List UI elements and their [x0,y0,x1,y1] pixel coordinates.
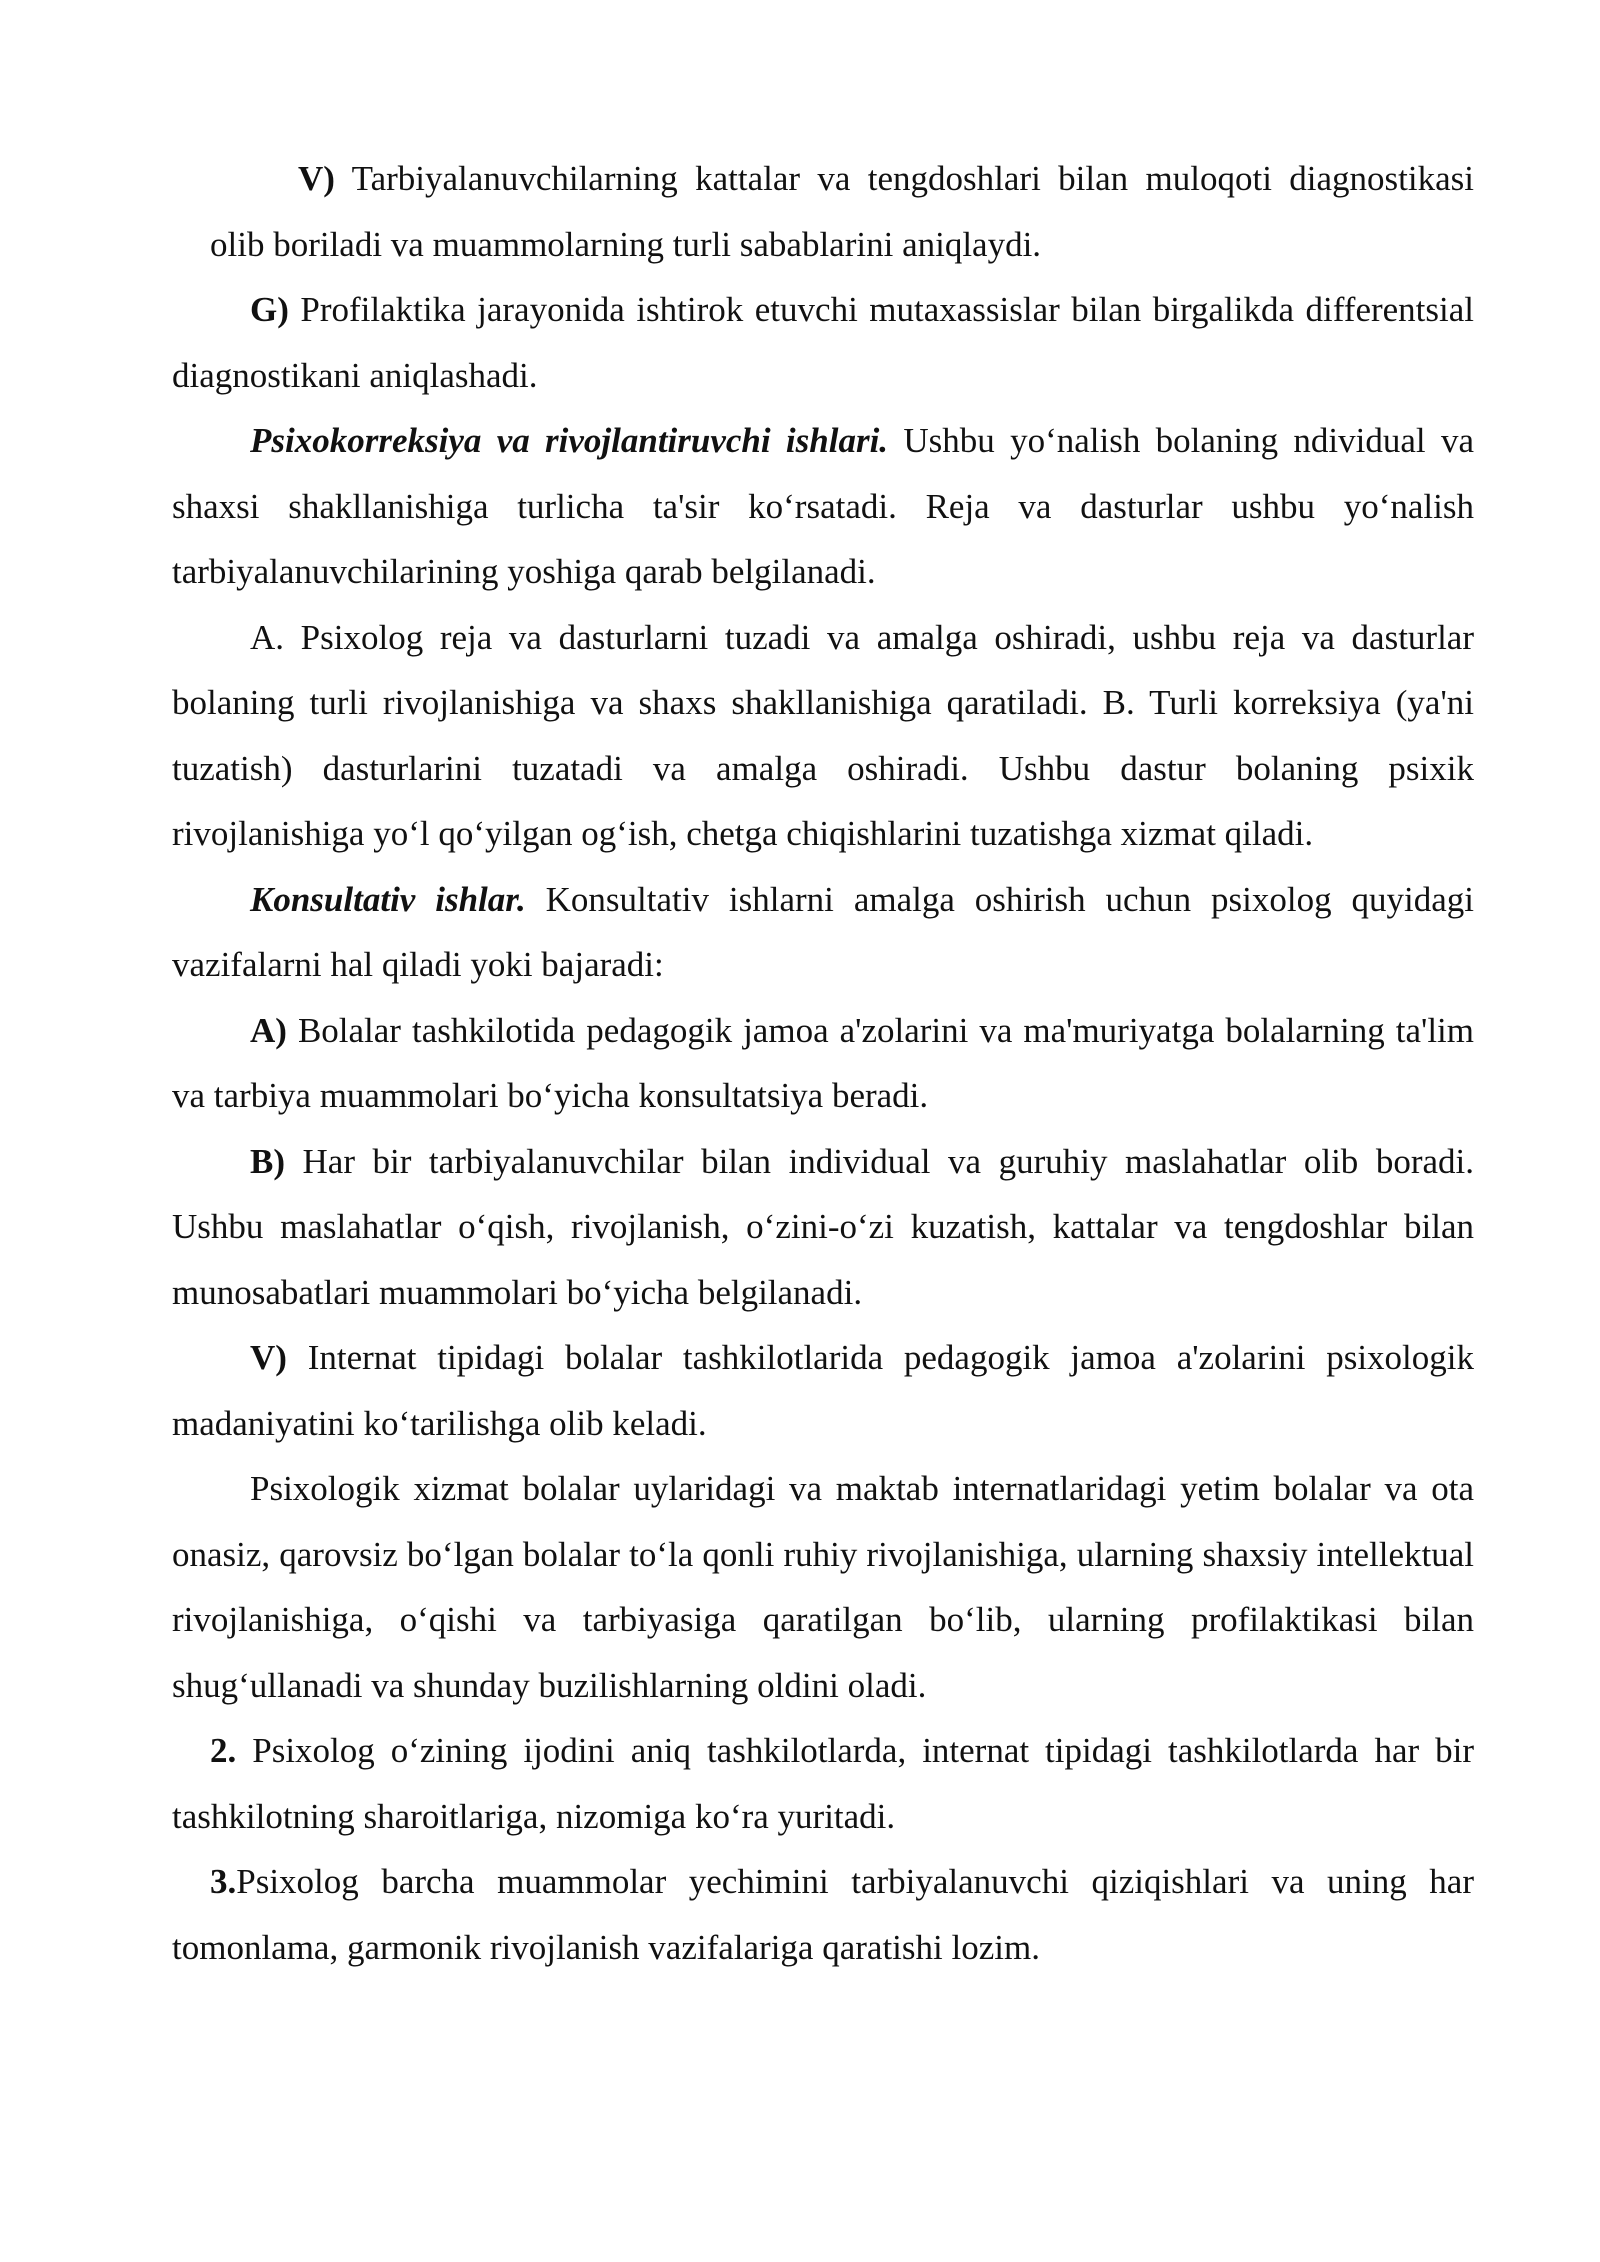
paragraph-differential-diagnostics [172,277,1474,408]
list-marker-b: B) [250,1141,285,1181]
paragraph-psychological-culture [172,1325,1474,1456]
paragraph-consult-staff [172,998,1474,1129]
paragraph-diagnostics-communication [172,146,1474,277]
paragraph-text: Psixologik xizmat bolalar uylaridagi va maktab internatlaridagi yetim bolalar va ota onasiz, qarovsiz bo‘lgan bolalar to‘la qonli ruhiy rivojlanishiga, ularning shaxsiy intellektual rivojlanishiga, o‘qishi va tarbiyasiga qaratilgan bo‘lib, ularning profilaktikasi bilan shug‘ullanadi va shunday buzilishlarning oldini oladi. [172,1469,1474,1705]
list-marker-a: A) [250,1010,287,1050]
paragraph-text: Har bir tarbiyalanuvchilar bilan individual va guruhiy maslahatlar olib boradi. Ushbu maslahatlar o‘qish, rivojlanish, o‘zini-o‘zi kuzatish, kattalar va tengdoshlar bilan munosabatlari muammolari bo‘yicha belgilanadi. [172,1141,1474,1312]
list-marker-g: G) [250,290,289,329]
list-number-3: 3. [210,1862,237,1901]
section-heading-psychocorrection: Psixokorreksiya va rivojlantiruvchi ishlari. [250,421,889,460]
paragraph-psychocorrection [172,408,1474,605]
paragraph-point-2 [172,1718,1474,1849]
paragraph-text: Psixolog o‘zining ijodini aniq tashkilotlarda, internat tipidagi tashkilotlarda har bir tashkilotning sharoitlariga, nizomiga ko‘ra yuritadi. [172,1731,1474,1836]
page-body [172,146,1474,1980]
paragraph-text: Psixolog barcha muammolar yechimini tarbiyalanuvchi qiziqishlari va uning har tomonlama, garmonik rivojlanish vazifalariga qaratishi lozim. [172,1862,1474,1967]
paragraph-text: Bolalar tashkilotida pedagogik jamoa a'zolarini va ma'muriyatga bolalarning ta'lim va tarbiya muammolari bo‘yicha konsultatsiya beradi. [172,1010,1474,1115]
paragraph-consult-pupils [172,1129,1474,1326]
paragraph-text: Ushbu yo‘nalish bolaning ndividual va shaxsi shakllanishiga turlicha ta'sir ko‘rsatadi. Reja va dasturlar ushbu yo‘nalish tarbiyalanuvchilarining yoshiga qarab belgilanadi. [172,421,1474,591]
paragraph-point-3 [172,1849,1474,1980]
paragraph-text: Tarbiyalanuvchilarning kattalar va tengdoshlari bilan muloqoti diagnostikasi olib boriladi va muammolarning turli sabablarini aniqlaydi. [210,159,1474,264]
paragraph-text: Internat tipidagi bolalar tashkilotlarida pedagogik jamoa a'zolarini psixologik madaniyatini ko‘tarilishga olib keladi. [172,1338,1474,1443]
section-heading-consultative: Konsultativ ishlar. [250,879,526,919]
paragraph-consultative [172,867,1474,998]
list-marker-v: V) [298,159,335,198]
list-number-2: 2. [210,1731,237,1770]
paragraph-programs [172,605,1474,867]
paragraph-text: A. Psixolog reja va dasturlarni tuzadi va amalga oshiradi, ushbu reja va dasturlar bolaning turli rivojlanishiga va shaxs shakllanishiga qaratiladi. B. Turli korreksiya (ya'ni tuzatish) dasturlarini tuzatadi va amalga oshiradi. Ushbu dastur bolaning psixik rivojlanishiga yo‘l qo‘yilgan og‘ish, chetga chiqishlarini tuzatishga xizmat qiladi. [172,617,1474,853]
paragraph-psychological-service [172,1456,1474,1718]
paragraph-text: Konsultativ ishlarni amalga oshirish uchun psixolog quyidagi vazifalarni hal qiladi yoki bajaradi: [172,879,1474,984]
paragraph-text: Profilaktika jarayonida ishtirok etuvchi mutaxassislar bilan birgalikda differentsial diagnostikani aniqlashadi. [172,290,1474,395]
list-marker-v: V) [250,1338,287,1377]
